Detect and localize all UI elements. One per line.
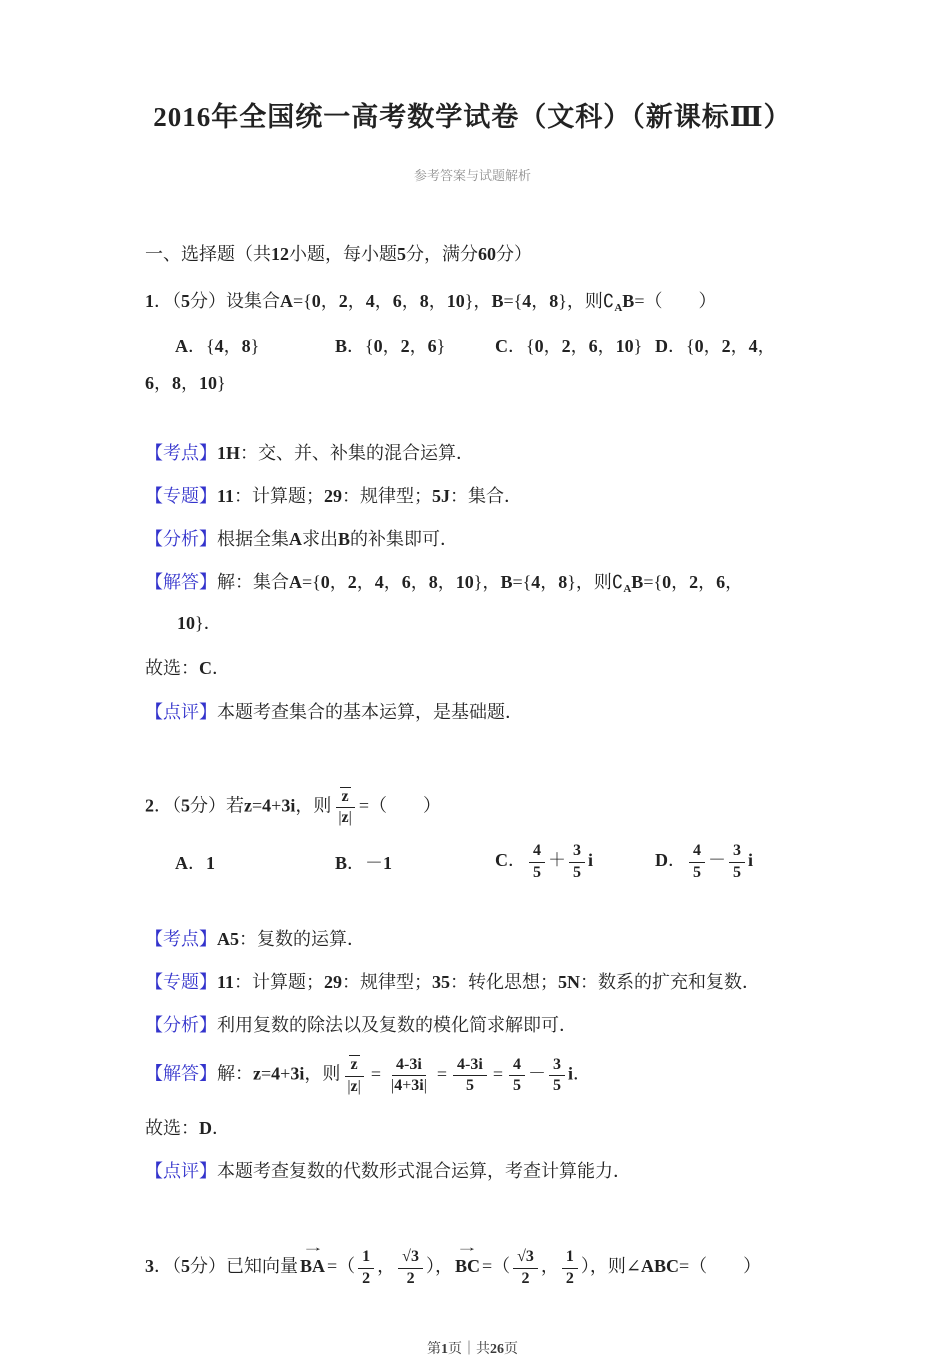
fraction-denominator: 5	[512, 1077, 521, 1095]
fraction	[513, 1248, 538, 1288]
fraction	[509, 1056, 525, 1096]
vector-label: BA	[300, 1256, 326, 1277]
tag-fenxi	[145, 526, 800, 552]
fraction-numerator: 1	[562, 1248, 578, 1268]
tag-kaodian-text: 1H：交、并、补集的混合运算．	[217, 443, 475, 464]
fraction-denominator: 2	[362, 1269, 371, 1287]
fraction-numerator: √3	[513, 1248, 538, 1268]
equals-operator: =	[492, 1063, 503, 1084]
fraction-denominator: 5	[552, 1077, 561, 1095]
answer-choice: 故选：D．	[145, 1118, 230, 1139]
fraction-denominator: |4+3i|	[391, 1077, 427, 1095]
comma: ，	[377, 1256, 396, 1277]
imaginary-unit: i	[748, 850, 754, 871]
option-label: C．	[495, 850, 526, 871]
question-1-analysis	[145, 440, 800, 725]
fraction	[529, 842, 545, 882]
question-2-analysis	[145, 926, 800, 1184]
tag-zhuanti-label: 【专题】	[145, 486, 217, 507]
tag-kaodian-label: 【考点】	[145, 443, 217, 464]
question-1	[145, 288, 800, 725]
conjugate-overline: z	[341, 787, 349, 805]
fraction-numerator	[345, 1055, 364, 1076]
page-subtitle: 参考答案与试题解析	[413, 168, 531, 184]
answer-choice: 故选：C．	[145, 658, 230, 679]
option-c: C．{0，2，6，10}	[495, 336, 643, 357]
tag-kaodian	[145, 926, 800, 952]
stem-text: 3．（5分）已知向量	[145, 1256, 298, 1277]
fraction	[549, 1056, 565, 1096]
fraction	[689, 842, 705, 882]
fraction	[562, 1248, 578, 1288]
tag-jieda-label: 【解答】	[145, 572, 217, 593]
fraction-denominator: 5	[733, 863, 741, 881]
fraction-denominator: 2	[406, 1269, 415, 1287]
option-b: B．－1	[335, 853, 393, 874]
comma: ，	[540, 1256, 559, 1277]
tag-jieda	[145, 569, 800, 598]
question-2	[145, 787, 800, 1185]
tag-jieda-text: 解：z=4+3i，则	[217, 1063, 341, 1084]
fraction-numerator: 3	[729, 842, 745, 862]
complement-subscript: A	[623, 583, 632, 596]
tag-kaodian	[145, 440, 800, 466]
vector-ba	[300, 1240, 326, 1279]
fraction-numerator: 3	[549, 1056, 565, 1076]
tag-fenxi-text: 利用复数的除法以及复数的模化简求解即可．	[217, 1015, 577, 1036]
stem-text: 1．（5分）设集合A={0，2，4，6，8，10}，B={4，8}，则∁	[145, 291, 615, 312]
page-footer: 第1页｜共26页	[427, 1342, 518, 1358]
equals-operator: =	[436, 1063, 448, 1084]
fraction-numerator: 4	[689, 842, 705, 862]
fraction-numerator: 4	[529, 842, 545, 862]
tag-kaodian-text: A5：复数的运算．	[217, 929, 365, 950]
tag-kaodian-label: 【考点】	[145, 929, 217, 950]
fraction	[453, 1056, 487, 1096]
fraction-numerator: 1	[358, 1248, 374, 1268]
tag-dianping-text: 本题考查复数的代数形式混合运算，考查计算能力．	[217, 1161, 631, 1182]
section-header: 一、选择题（共12小题，每小题5分，满分60分）	[145, 244, 532, 265]
option-a: A．{4，8}	[175, 336, 260, 357]
fraction-numerator: 4-3i	[453, 1056, 487, 1076]
tag-zhuanti-text: 11：计算题；29：规律型；5J：集合．	[217, 486, 523, 507]
fraction-numerator: 4-3i	[392, 1056, 426, 1076]
fraction-numerator: 3	[569, 842, 585, 862]
fraction	[334, 787, 356, 828]
minus-operator: －	[527, 1063, 546, 1084]
fraction-numerator: 4	[509, 1056, 525, 1076]
stem-text: B=（ ）	[622, 291, 717, 312]
fraction	[398, 1248, 423, 1288]
fraction	[729, 842, 745, 882]
question-1-stem	[145, 288, 800, 317]
stem-text: =（ ）	[358, 795, 441, 816]
fraction-numerator	[336, 787, 355, 808]
fraction-denominator: 2	[565, 1269, 574, 1287]
equals-operator: =	[370, 1063, 381, 1084]
fraction-denominator: 5	[465, 1077, 474, 1095]
option-a: A．1	[175, 853, 215, 874]
tag-fenxi-label: 【分析】	[145, 529, 217, 550]
tag-jieda-label: 【解答】	[145, 1063, 217, 1084]
option-d	[655, 842, 753, 882]
complement-subscript: A	[614, 302, 623, 315]
fraction	[387, 1056, 431, 1096]
tag-zhuanti-label: 【专题】	[145, 972, 217, 993]
tag-dianping-text: 本题考查集合的基本运算，是基础题．	[217, 701, 523, 722]
fraction	[358, 1248, 374, 1288]
tag-fenxi	[145, 1012, 800, 1038]
option-c	[495, 842, 655, 882]
fraction	[343, 1055, 365, 1096]
tag-jieda-text: 解：集合A={0，2，4，6，8，10}，B={4，8}，则∁	[217, 572, 624, 593]
tag-jieda-text: i．	[567, 1063, 591, 1084]
tag-jieda	[145, 1055, 800, 1096]
plus-operator: ＋	[548, 850, 566, 871]
stem-text: ），	[425, 1256, 453, 1277]
question-3	[145, 1240, 800, 1288]
vector-label: BC	[454, 1256, 480, 1277]
option-label: D．	[655, 850, 686, 871]
stem-text: =（	[327, 1256, 356, 1277]
question-1-options	[145, 332, 800, 358]
tag-dianping	[145, 1158, 800, 1184]
tag-zhuanti-text: 11：计算题；29：规律型；35：转化思想；5N：数系的扩充和复数．	[217, 972, 761, 993]
fraction-denominator: |z|	[347, 1077, 361, 1095]
tag-dianping	[145, 699, 800, 725]
option-b: B．{0，2，6}	[335, 336, 446, 357]
question-2-stem	[145, 787, 800, 828]
fraction-denominator: 5	[573, 863, 581, 881]
minus-operator: －	[708, 850, 726, 871]
tag-dianping-label: 【点评】	[145, 701, 217, 722]
fraction-numerator: √3	[398, 1248, 423, 1268]
vector-arrow-icon: →	[301, 1240, 324, 1255]
tag-jieda-text: B={0，2，6，	[631, 572, 744, 593]
conjugate-overline: z	[350, 1056, 358, 1074]
fraction-denominator: 2	[521, 1269, 530, 1287]
vector-arrow-icon: →	[456, 1240, 479, 1255]
imaginary-unit: i	[588, 850, 594, 871]
tag-zhuanti	[145, 969, 800, 995]
question-2-options	[145, 842, 800, 882]
vector-bc	[454, 1240, 480, 1279]
jieda-continuation: 10}．	[177, 613, 222, 634]
page-title: 2016年全国统一高考数学试卷（文科）（新课标Ⅲ）	[153, 102, 792, 132]
question-1-option-d-continuation: 6，8，10}	[145, 373, 226, 394]
stem-text: =（	[481, 1256, 511, 1277]
fraction	[569, 842, 585, 882]
stem-text: ），则∠ABC=（ ）	[580, 1256, 762, 1277]
tag-fenxi-text: 根据全集A求出B的补集即可．	[217, 529, 459, 550]
question-3-stem	[145, 1240, 800, 1288]
fraction-denominator: 5	[693, 863, 701, 881]
option-d: D．{0，2，4，	[655, 336, 776, 357]
tag-zhuanti	[145, 483, 800, 509]
tag-dianping-label: 【点评】	[145, 1161, 217, 1182]
tag-fenxi-label: 【分析】	[145, 1015, 217, 1036]
stem-text: 2．（5分）若z=4+3i，则	[145, 795, 332, 816]
fraction-denominator: |z|	[338, 809, 352, 827]
fraction-denominator: 5	[533, 863, 541, 881]
